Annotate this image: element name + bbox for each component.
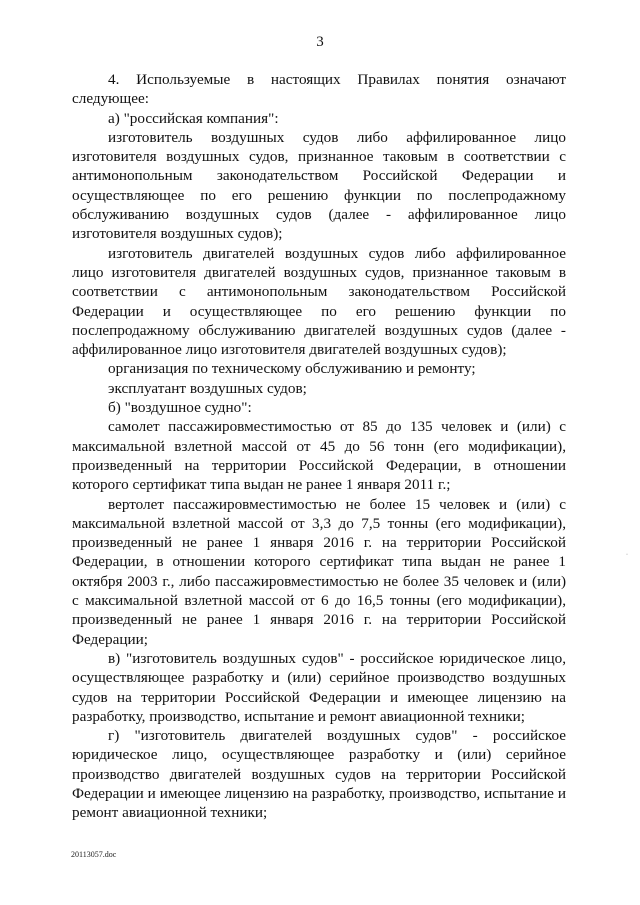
paragraph-airplane-definition: самолет пассажировместимостью от 85 до 135 человек и (или) с максимальной взлетной массой от 45 до 56 тонн (его модификации), произведенный на территории Российской Федерации, в отношении которого сертификат типа выдан не ранее 1 января 2011 г.;	[72, 418, 566, 494]
paragraph-item-a-heading: а) "российская компания":	[108, 109, 279, 127]
paragraph-helicopter-definition: вертолет пассажировместимостью не более 15 человек и (или) с максимальной взлетной массой от 3,3 до 7,5 тонны (его модификации), произведенный не ранее 1 января 2016 г. на территории Российской Федерации, в отношении которого сертификат типа выдан не ранее 1 октября 2003 г., либо пассажировместимостью не более 35 человек и (или) с максимальной взлетной массой от 6 до 16,5 тонны (его модификации), произведенный не ранее 1 января 2016 г. на территории Российской Федерации;	[72, 495, 566, 648]
paragraph-definitions-intro: 4. Используемые в настоящих Правилах понятия означают следующее:	[72, 71, 566, 108]
paragraph-item-v-aircraft-manufacturer: в) "изготовитель воздушных судов" - российское юридическое лицо, осуществляющее разработку и (или) серийное производство воздушных судов на территории Российской Федерации и имеющее лицензию на разработку, производство, испытание и ремонт авиационной техники;	[72, 649, 566, 725]
page-number: 3	[316, 34, 324, 50]
margin-mark: ·	[626, 552, 628, 558]
paragraph-engine-manufacturer-affiliate: изготовитель двигателей воздушных судов либо аффилированное лицо изготовителя двигателей воздушных судов, признанное таковым в соответствии с антимонопольным законодательством Российской Федерации и осуществляющее по его решению функции по послепродажному обслуживанию двигателей воздушных судов (далее - аффилированное лицо изготовителя двигателей воздушных судов);	[72, 244, 566, 359]
paragraph-operator: эксплуатант воздушных судов;	[108, 379, 307, 397]
footer-filename: 20113057.doc	[71, 850, 117, 859]
paragraph-item-b-heading: б) "воздушное судно":	[108, 399, 252, 417]
paragraph-aircraft-manufacturer-affiliate: изготовитель воздушных судов либо аффилированное лицо изготовителя воздушных судов, признанное таковым в соответствии с антимонопольным законодательством Российской Федерации и осуществляющее по его решению функции по послепродажному обслуживанию воздушных судов (далее - аффилированное лицо изготовителя воздушных судов);	[72, 128, 566, 243]
paragraph-item-g-engine-manufacturer: г) "изготовитель двигателей воздушных судов" - российское юридическое лицо, осуществляющее разработку и (или) серийное производство двигателей воздушных судов на территории Российской Федерации и имеющее лицензию на разработку, производство, испытание и ремонт авиационной техники;	[72, 727, 566, 822]
document-body	[72, 70, 566, 823]
paragraph-maintenance-organization: организация по техническому обслуживанию и ремонту;	[108, 360, 476, 378]
